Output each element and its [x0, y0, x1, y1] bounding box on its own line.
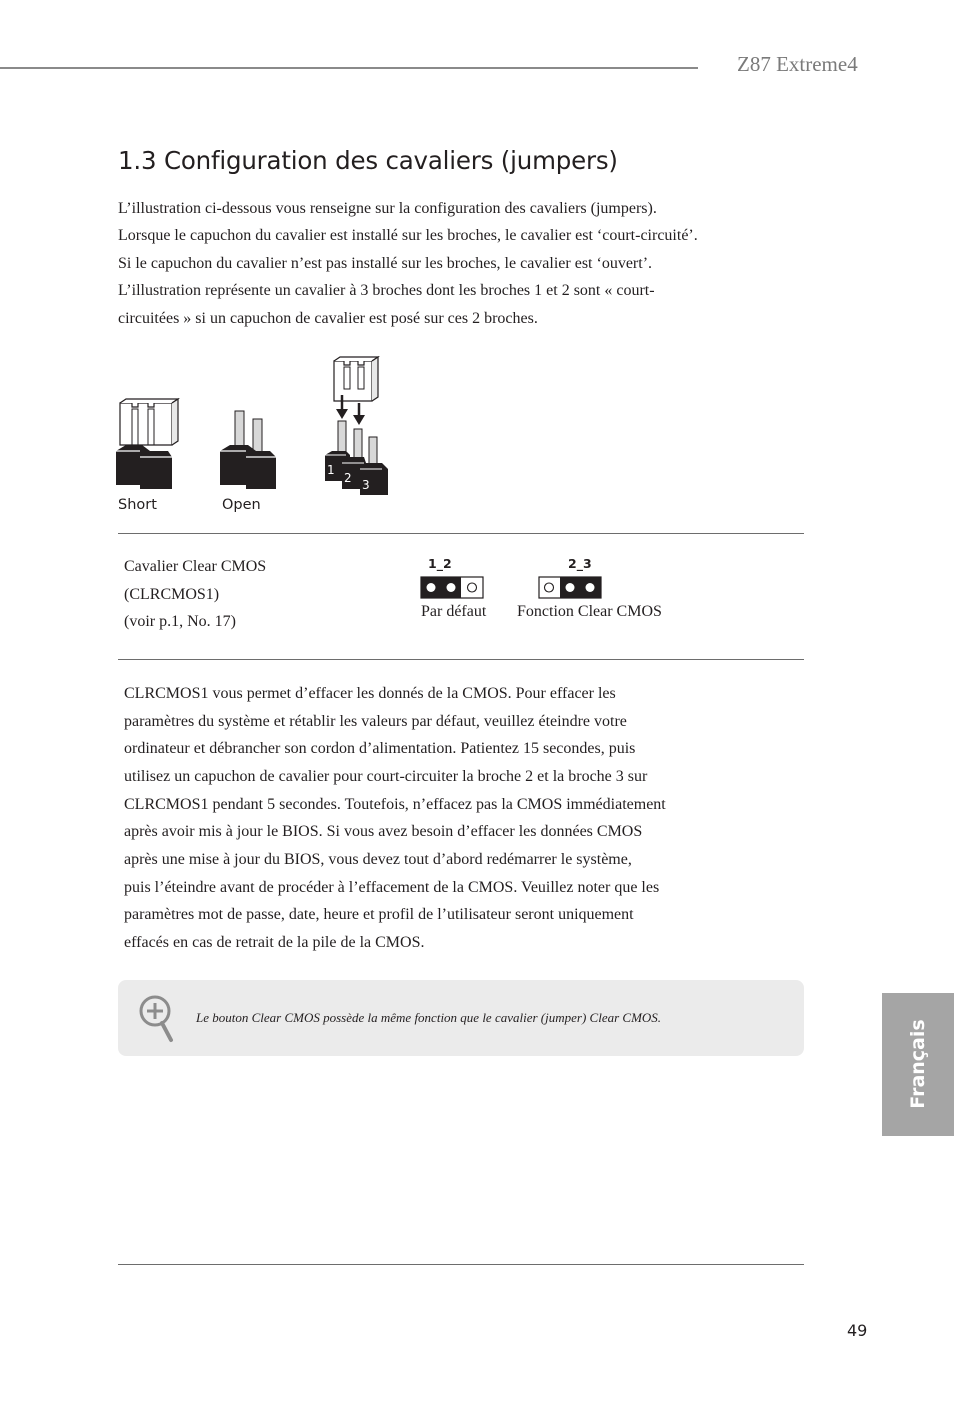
page-number: 49	[847, 1321, 868, 1340]
short-label: Short	[118, 497, 157, 513]
default-jumper-setting-diagram	[420, 576, 484, 600]
clear-jumper-setting-diagram	[538, 576, 602, 600]
note-text: Le bouton Clear CMOS possède la même fonction que le cavalier (jumper) Clear CMOS.	[196, 1010, 662, 1025]
table-top-rule	[118, 533, 804, 534]
clear-pins-label: 2_3	[568, 556, 592, 571]
magnifier-plus-icon	[138, 994, 176, 1044]
section-title: 1.3 Configuration des cavaliers (jumpers)	[118, 146, 618, 175]
intro-line: Si le capuchon du cavalier n’est pas installé sur les broches, le cavalier est ‘ouvert’.	[118, 255, 653, 272]
header-rule	[0, 67, 698, 69]
table-bottom-rule	[118, 659, 804, 660]
product-name: Z87 Extreme4	[737, 52, 858, 76]
intro-line: L’illustration représente un cavalier à 3 broches dont les broches 1 et 2 sont « court-	[118, 282, 655, 299]
body-line: paramètres mot de passe, date, heure et profil de l’utilisateur seront uniquement	[124, 906, 634, 923]
pin-3-shorted	[586, 583, 595, 592]
pin-number-1: 1	[327, 463, 335, 477]
jumper-reference: (voir p.1, No. 17)	[124, 613, 236, 630]
pin-2-shorted	[447, 583, 456, 592]
pin-number-2: 2	[344, 471, 352, 485]
pin-3-open	[468, 583, 477, 592]
intro-line: Lorsque le capuchon du cavalier est installé sur les broches, le cavalier est ‘court-circuité’.	[118, 227, 698, 244]
pin-number-3: 3	[362, 478, 370, 492]
clear-setting-caption: Fonction Clear CMOS	[517, 603, 662, 620]
body-line: effacés en cas de retrait de la pile de la CMOS.	[124, 934, 425, 951]
short-jumper-drawing	[116, 399, 178, 489]
pin-2-shorted	[566, 583, 575, 592]
intro-line: L’illustration ci-dessous vous renseigne sur la configuration des cavaliers (jumpers).	[118, 200, 657, 217]
body-line: paramètres du système et rétablir les valeurs par défaut, veuillez éteindre votre	[124, 713, 627, 730]
body-line: utilisez un capuchon de cavalier pour court-circuiter la broche 2 et la broche 3 sur	[124, 768, 648, 785]
default-pins-label: 1_2	[428, 556, 452, 571]
body-line: puis l’éteindre avant de procéder à l’effacement de la CMOS. Veuillez noter que les	[124, 879, 660, 896]
body-line: CLRCMOS1 vous permet d’effacer les donnés de la CMOS. Pour effacer les	[124, 685, 616, 702]
open-label: Open	[222, 497, 261, 513]
intro-line: circuitées » si un capuchon de cavalier est posé sur ces 2 broches.	[118, 310, 538, 327]
jumper-code: (CLRCMOS1)	[124, 586, 220, 603]
language-side-tab	[882, 993, 954, 1136]
body-line: après avoir mis à jour le BIOS. Si vous avez besoin d’effacer les données CMOS	[124, 823, 643, 840]
footer-rule	[118, 1264, 804, 1265]
jumper-name: Cavalier Clear CMOS	[124, 558, 267, 575]
default-setting-caption: Par défaut	[421, 603, 487, 620]
body-line: ordinateur et débrancher son cordon d’alimentation. Patientez 15 secondes, puis	[124, 740, 636, 757]
pin-1-shorted	[427, 583, 436, 592]
open-jumper-drawing	[220, 411, 276, 489]
jumper-illustration	[110, 345, 400, 520]
body-line: CLRCMOS1 pendant 5 secondes. Toutefois, n’effacez pas la CMOS immédiatement	[124, 796, 666, 813]
language-label: Français	[907, 1019, 929, 1109]
body-line: après une mise à jour du BIOS, vous devez tout d’abord redémarrer le système,	[124, 851, 632, 868]
pin-1-open	[545, 583, 554, 592]
